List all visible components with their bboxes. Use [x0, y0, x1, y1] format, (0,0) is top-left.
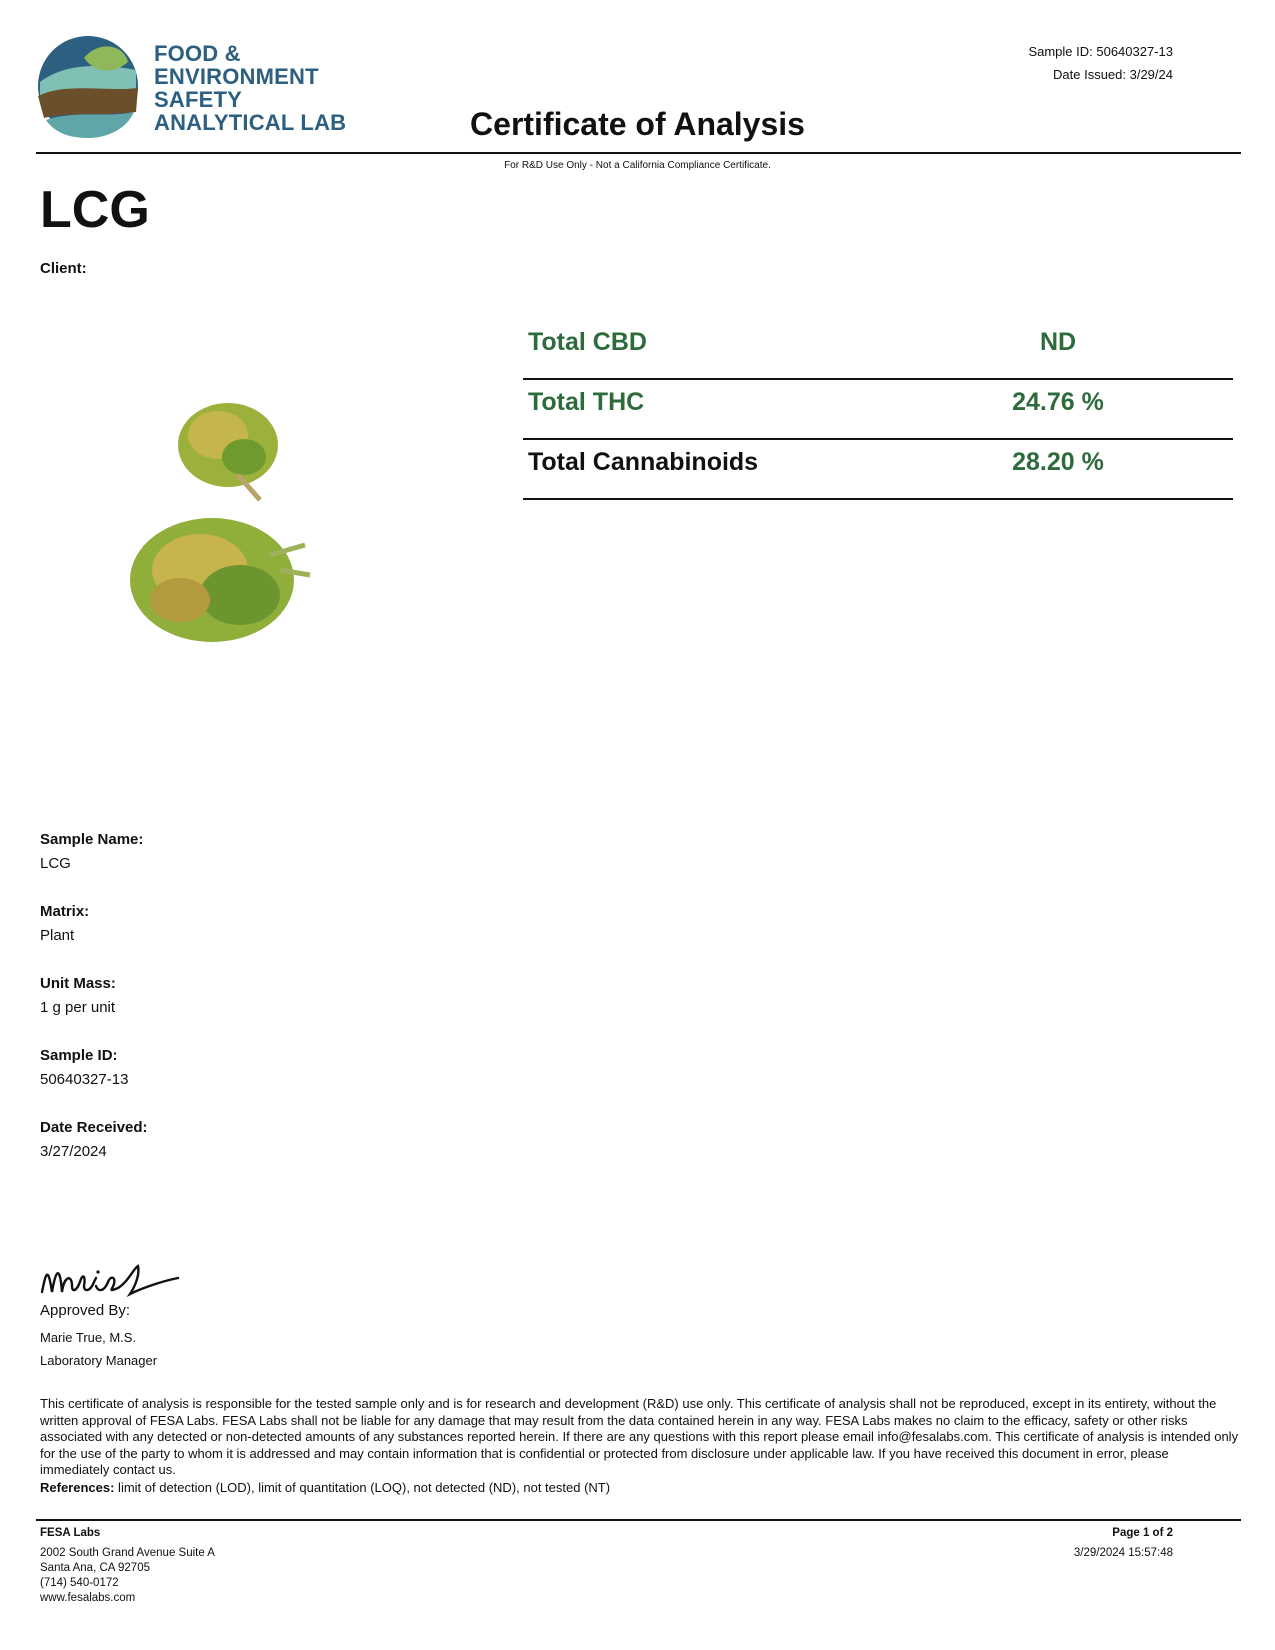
- detail-label: Unit Mass:: [40, 975, 116, 992]
- detail-value: 1 g per unit: [40, 999, 116, 1016]
- footer-address-line1: 2002 South Grand Avenue Suite A: [40, 1547, 215, 1559]
- detail-sample-name: [40, 830, 148, 902]
- footer-phone: (714) 540-0172: [40, 1577, 119, 1589]
- approver-name: Marie True, M.S.: [40, 1330, 137, 1345]
- references-text: limit of detection (LOD), limit of quantitation (LOQ), not detected (ND), not tested (NT): [114, 1480, 611, 1495]
- summary-row-thc: [523, 380, 1233, 440]
- detail-label: Sample ID:: [40, 1047, 118, 1064]
- detail-unit-mass: [40, 974, 148, 1046]
- summary-label: Total Cannabinoids: [528, 448, 759, 476]
- detail-label: Matrix:: [40, 903, 90, 920]
- page-title: Certificate of Analysis: [470, 106, 805, 142]
- summary-value: 24.76 %: [1012, 388, 1104, 416]
- detail-matrix: [40, 902, 148, 974]
- detail-value: Plant: [40, 927, 75, 944]
- summary-row-total: [523, 440, 1233, 500]
- detail-value: LCG: [40, 855, 71, 872]
- header-divider: [36, 152, 1241, 154]
- summary-value: 28.20 %: [1012, 448, 1104, 476]
- summary-row-cbd: [523, 320, 1233, 380]
- disclaimer-text: This certificate of analysis is responsible for the tested sample only and is for research and development (R&D) use only. This certificate of analysis shall not be reproduced, except in its entirety, without the written approval of FESA Labs. FESA Labs shall not be liable for any damage that may result from the data contained herein in any way. FESA Labs makes no claim to the efficacy, safety or other risks associated with any detected or non-detected amounts of any substances reported herein. If there are any questions with this report please email info@fesalabs.com. This certificate of analysis is intended only for the use of the party to whom it is addressed and may contain information that is confidential or protected from disclosure under applicable law. If you have received this document in error, please immediately contact us.: [40, 1396, 1239, 1477]
- footer-address-line2: Santa Ana, CA 92705: [40, 1562, 150, 1574]
- product-name: LCG: [40, 181, 150, 239]
- footer-timestamp: 3/29/2024 15:57:48: [1073, 1547, 1173, 1559]
- client-label: Client:: [40, 260, 87, 277]
- footer-address: [40, 1526, 215, 1606]
- header-meta: [1028, 40, 1173, 86]
- header-sample-id: Sample ID: 50640327-13: [1028, 44, 1173, 59]
- detail-value: 3/27/2024: [40, 1143, 107, 1160]
- summary-value: ND: [1039, 328, 1077, 356]
- footer-website[interactable]: www.fesalabs.com: [40, 1592, 136, 1604]
- detail-value: 50640327-13: [40, 1071, 129, 1088]
- sample-details: [40, 830, 148, 1190]
- signature-image: [38, 1252, 188, 1302]
- references: [40, 1480, 1240, 1495]
- detail-label: Sample Name:: [40, 831, 144, 848]
- summary-label: Total CBD: [528, 328, 647, 356]
- approved-by-label: Approved By:: [40, 1302, 131, 1319]
- header-date-issued: Date Issued: 3/29/24: [1053, 67, 1173, 82]
- summary-label: Total THC: [528, 388, 645, 416]
- page-number: Page 1 of 2: [1112, 1527, 1173, 1539]
- approver-role: Laboratory Manager: [40, 1353, 158, 1368]
- logo-text: FOOD & ENVIRONMENT SAFETY ANALYTICAL LAB: [154, 41, 347, 135]
- product-photo: [120, 395, 320, 655]
- footer-divider: [36, 1519, 1241, 1521]
- detail-date-received: [40, 1118, 148, 1190]
- footer-page-info: [1074, 1526, 1173, 1561]
- cannabinoid-summary: [523, 320, 1233, 500]
- detail-sample-id: [40, 1046, 148, 1118]
- footer-company: FESA Labs: [40, 1527, 101, 1539]
- references-label: References:: [40, 1480, 115, 1495]
- detail-label: Date Received:: [40, 1119, 148, 1136]
- approver-info: [40, 1326, 157, 1372]
- compliance-note: For R&D Use Only - Not a California Compliance Certificate.: [504, 160, 771, 171]
